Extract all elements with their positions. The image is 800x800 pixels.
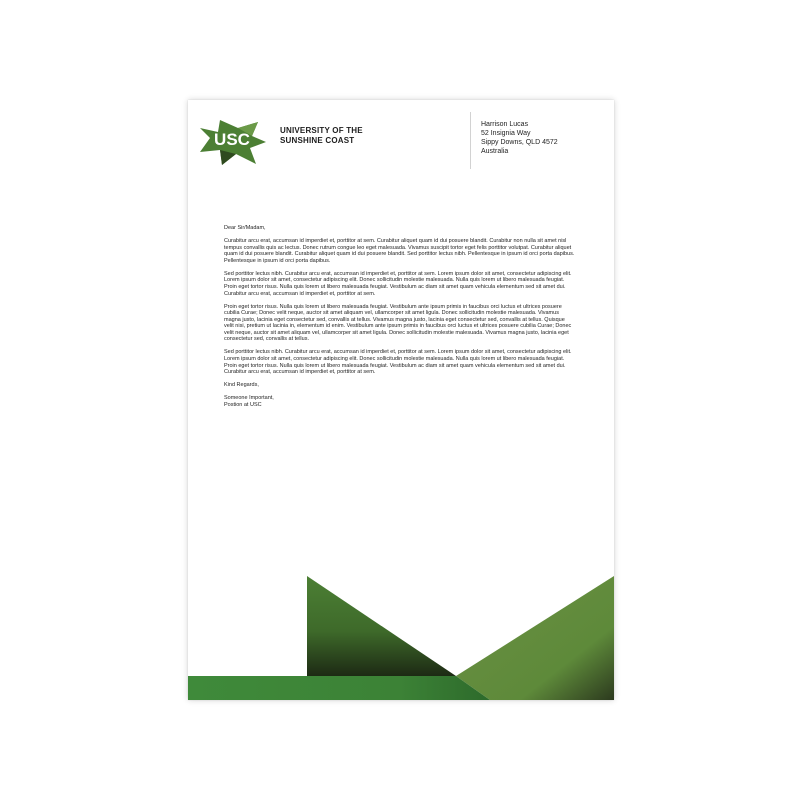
closing: Kind Regards, [224,382,259,389]
signature-block [224,395,576,408]
paragraph: Proin eget tortor risus. Nulla quis lorem ut libero malesuada feugiat. Vestibulum ante ipsum primis in faucibus orci luctus et ultrices posuere cubilia Curae; Donec velit neque, auctor sit amet aliquam vel, ullamcorper sit amet ligula. Donec sollicitudin molestie malesuada. Vivamus magna justo, lacinia eget consectetur sed, convallis at tellus. Vivamus magna justo, lacinia eget consectetur sed, convallis at tellus. Quisque velit nisi, pretium ut lacinia in, elementum id enim. Vestibulum ante ipsum primis in faucibus orci luctus et ultrices posuere cubilia Curae; Donec velit neque, auctor sit amet aliquam vel, ullamcorper sit amet ligula. Donec sollicitudin molestie malesuada. Vivamus magna justo, lacinia eget consectetur sed, convallis at tellus. [224,303,572,343]
signer-title: Postion at USC [224,401,262,408]
salutation: Dear Sir/Madam, [224,225,266,231]
paragraph: Sed porttitor lectus nibh. Curabitur arcu erat, accumsan id imperdiet et, porttitor at sem. Lorem ipsum dolor sit amet, consectetur adipiscing elit. Lorem ipsum dolor sit amet, consectetur adipiscing elit. Donec sollicitudin molestie malesuada. Nulla quis lorem ut libero malesuada feugiat. Proin eget tortor risus. Nulla quis lorem ut libero malesuada feugiat. Vestibulum ac diam sit amet quam vehicula elementum sed sit amet dui. Curabitur arcu erat, accumsan id imperdiet et, porttitor at sem. [224,270,572,297]
recipient-address [481,120,558,156]
paragraph: Sed porttitor lectus nibh. Curabitur arcu erat, accumsan id imperdiet et, porttitor at sem. Lorem ipsum dolor sit amet, consectetur adipiscing elit. Lorem ipsum dolor sit amet, consectetur adipiscing elit. Donec sollicitudin molestie malesuada. Nulla quis lorem ut libero malesuada feugiat. Proin eget tortor risus. Nulla quis lorem ut libero malesuada feugiat. Vestibulum ac diam sit amet quam vehicula elementum sed sit amet dui. Curabitur arcu erat, accumsan id imperdiet et, porttitor at sem. [224,349,572,376]
recipient-country: Australia [481,148,509,155]
usc-logo [198,118,266,166]
address-divider [470,112,471,169]
letterhead-page [188,100,614,700]
decor-bottom-band [188,676,490,700]
decor-right-triangle [456,576,614,700]
footer-decoration [188,576,614,700]
paragraph: Curabitur arcu erat, accumsan id imperdiet et, porttitor at sem. Curabitur aliquet quam id dui posuere blandit. Curabitur non nulla sit amet nisl tempus convallis quis ac lectus. Donec rutrum congue leo eget malesuada. Vivamus suscipit tortor eget felis porttitor volutpat. Curabitur aliquet quam id dui posuere blandit. Curabitur aliquet quam id dui posuere blandit. Sed porttitor lectus nibh. Pellentesque in ipsum id orci porta dapibus. Pellentesque in ipsum id orci porta dapibus. [224,237,575,264]
university-name-line2: SUNSHINE COAST [280,136,355,145]
university-name-line1: UNIVERSITY OF THE [280,126,363,135]
letter-body [224,225,576,408]
signer-name: Someone Important, [224,395,274,402]
recipient-street: 52 Insignia Way [481,130,531,137]
recipient-name: Harrison Lucas [481,121,529,128]
decor-left-triangle [307,576,456,676]
logo-text: USC [214,130,250,149]
university-name [280,126,363,146]
recipient-city: Sippy Downs, QLD 4572 [481,139,558,146]
